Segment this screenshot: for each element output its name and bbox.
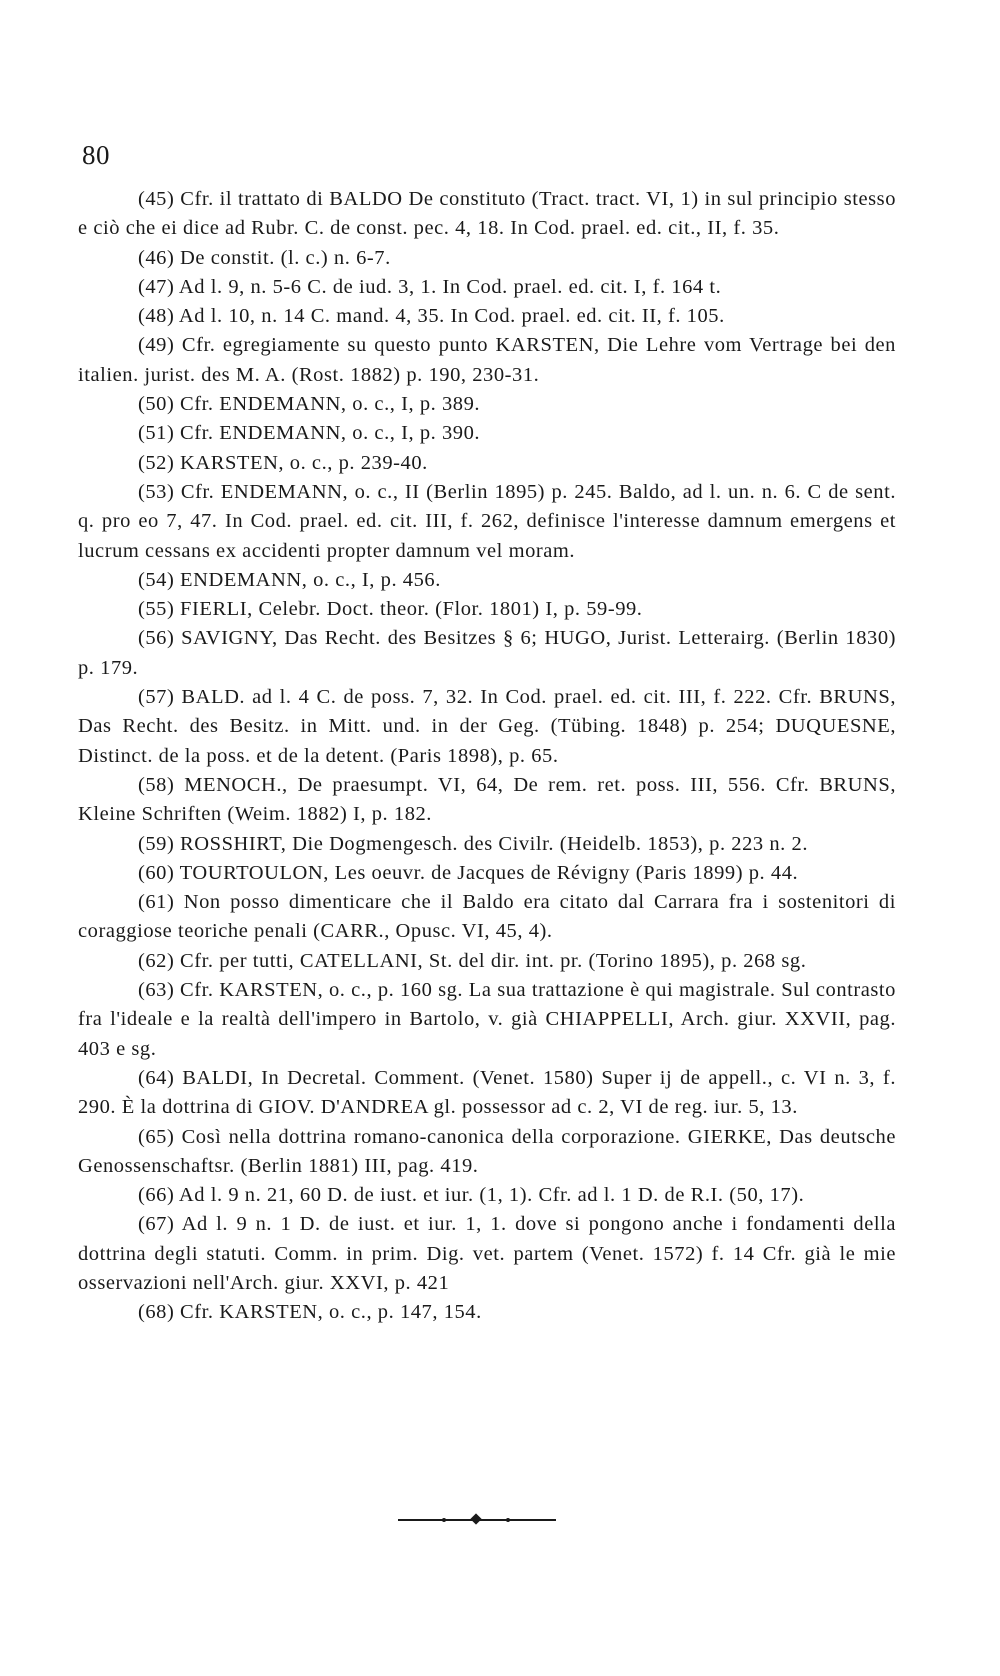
footnote-number: (52) [138, 451, 175, 474]
footnote-text: Ad l. 9 n. 1 D. de iust. et iur. 1, 1. dove si pongono anche i fondamenti della dottrina degli statuti. Comm. in prim. Dig. vet. partem (Venet. 1572) f. 14 Cfr. già le mie osservazioni nell'Arch. giur. XXVI, p. 421 [78, 1213, 896, 1294]
footnote-number: (65) [138, 1125, 175, 1148]
footnote-text: ENDEMANN, o. c., I, p. 456. [180, 568, 441, 591]
footnote [78, 244, 896, 273]
footnote [78, 888, 896, 947]
footnote [78, 859, 896, 888]
footnote-text: Ad l. 10, n. 14 C. mand. 4, 35. In Cod. prael. ed. cit. II, f. 105. [178, 305, 725, 328]
footnote [78, 1123, 896, 1182]
footnote [78, 331, 896, 390]
footnote-text: BALDI, In Decretal. Comment. (Venet. 1580) Super ij de appell., c. VI n. 3, f. 290. È la dottrina di GIOV. D'ANDREA gl. possessor ad c. 2, VI de reg. iur. 5, 13. [78, 1066, 896, 1119]
footnote-number: (63) [138, 979, 175, 1002]
footnote-number: (47) [138, 275, 175, 298]
footnote-text: Cfr. ENDEMANN, o. c., I, p. 389. [180, 393, 481, 416]
footnote-number: (48) [138, 305, 175, 328]
footnote-number: (59) [138, 832, 175, 855]
footnote-number: (66) [138, 1184, 175, 1207]
footnote [78, 830, 896, 859]
footnote-number: (67) [138, 1213, 175, 1236]
footnote [78, 1210, 896, 1298]
footnote [78, 1181, 896, 1210]
footnote [78, 478, 896, 566]
footnote [78, 302, 896, 331]
footnote [78, 771, 896, 830]
page-number: 80 [82, 140, 110, 170]
footnote-text: Cfr. egregiamente su questo punto KARSTEN, Die Lehre vom Vertrage bei den italien. jurist. des M. A. (Rost. 1882) p. 190, 230-31. [78, 334, 896, 386]
footnote [78, 419, 896, 448]
rule-dot-left [442, 1518, 446, 1522]
end-ornament-rule [398, 1514, 556, 1526]
rule-dot-right [506, 1518, 510, 1522]
footnotes-list [78, 185, 896, 1328]
footnote-number: (68) [138, 1301, 175, 1324]
footnote [78, 1298, 896, 1327]
footnote-text: Cfr. KARSTEN, o. c., p. 160 sg. La sua trattazione è qui magistrale. Sul contrasto fra l'ideale e la realtà dell'impero in Bartolo, v. già CHIAPPELLI, Arch. giur. XXVII, pag. 403 e sg. [78, 979, 896, 1060]
footnote-text: Non posso dimenticare che il Baldo era citato dal Carrara fra i sostenitori di coraggiose teoriche penali (CARR., Opusc. VI, 45, 4). [78, 891, 896, 943]
footnote [78, 449, 896, 478]
footnote-number: (53) [138, 480, 175, 503]
footnote-text: TOURTOULON, Les oeuvr. de Jacques de Révigny (Paris 1899) p. 44. [179, 861, 799, 884]
footnote-number: (54) [138, 568, 175, 591]
footnote-text: De constit. (l. c.) n. 6-7. [180, 246, 391, 269]
footnote-text: Cfr. il trattato di BALDO De constituto (Tract. tract. VI, 1) in sul principio stesso e ciò che ei dice ad Rubr. C. de const. pec. 4, 18. In Cod. prael. ed. cit., II, f. 35. [78, 188, 896, 240]
rule-diamond [470, 1513, 481, 1524]
footnote-number: (49) [138, 334, 175, 357]
footnote-number: (56) [138, 627, 175, 650]
footnote-text: MENOCH., De praesumpt. VI, 64, De rem. ret. poss. III, 556. Cfr. BRUNS, Kleine Schriften (Weim. 1882) I, p. 182. [78, 773, 896, 826]
footnote-text: Cfr. per tutti, CATELLANI, St. del dir. int. pr. (Torino 1895), p. 268 sg. [180, 949, 807, 972]
footnote [78, 185, 896, 244]
footnote-text: SAVIGNY, Das Recht. des Besitzes § 6; HUGO, Jurist. Letterairg. (Berlin 1830) p. 179. [78, 627, 896, 679]
footnote-text: Ad l. 9, n. 5-6 C. de iud. 3, 1. In Cod. prael. ed. cit. I, f. 164 t. [178, 275, 722, 298]
footnote-text: Cfr. ENDEMANN, o. c., II (Berlin 1895) p. 245. Baldo, ad l. un. n. 6. C de sent. q. pro eo 7, 47. In Cod. prael. ed. cit. III, f. 262, definisce l'interesse damnum emergens et lucrum cessans ex accidenti propter damnum vel moram. [78, 480, 896, 562]
footnote [78, 624, 896, 683]
footnote-text: Così nella dottrina romano-canonica della corporazione. GIERKE, Das deutsche Genossenschaftsr. (Berlin 1881) III, pag. 419. [78, 1125, 896, 1177]
footnote-number: (46) [138, 246, 175, 269]
footnote [78, 273, 896, 302]
footnote-number: (58) [138, 773, 175, 796]
footnote [78, 947, 896, 976]
footnote-number: (55) [138, 598, 175, 621]
footnote-number: (57) [138, 686, 175, 709]
footnote [78, 683, 896, 771]
footnote [78, 566, 896, 595]
footnote-number: (60) [138, 861, 175, 884]
footnote-text: Cfr. KARSTEN, o. c., p. 147, 154. [180, 1301, 482, 1324]
footnote-number: (50) [138, 393, 175, 416]
footnote [78, 390, 896, 419]
footnote-number: (64) [138, 1066, 175, 1089]
footnote-number: (61) [138, 891, 175, 914]
footnote-text: KARSTEN, o. c., p. 239-40. [180, 451, 428, 474]
footnote-text: ROSSHIRT, Die Dogmengesch. des Civilr. (Heidelb. 1853), p. 223 n. 2. [180, 832, 809, 855]
footnote-number: (62) [138, 949, 175, 972]
footnote-text: Cfr. ENDEMANN, o. c., I, p. 390. [180, 422, 481, 445]
footnote [78, 595, 896, 624]
footnote [78, 1064, 896, 1123]
footnote-number: (45) [138, 188, 175, 210]
footnote-text: FIERLI, Celebr. Doct. theor. (Flor. 1801) I, p. 59-99. [180, 598, 643, 621]
footnote [78, 976, 896, 1064]
footnote-text: BALD. ad l. 4 C. de poss. 7, 32. In Cod. prael. ed. cit. III, f. 222. Cfr. BRUNS, Das Recht. des Besitz. in Mitt. und. in der Geg. (Tübing. 1848) p. 254; DUQUESNE, Distinct. de la poss. et de la detent. (Paris 1898), p. 65. [78, 686, 896, 767]
footnote-text: Ad l. 9 n. 21, 60 D. de iust. et iur. (1, 1). Cfr. ad l. 1 D. de R.I. (50, 17). [178, 1184, 805, 1207]
footnote-number: (51) [138, 422, 175, 445]
